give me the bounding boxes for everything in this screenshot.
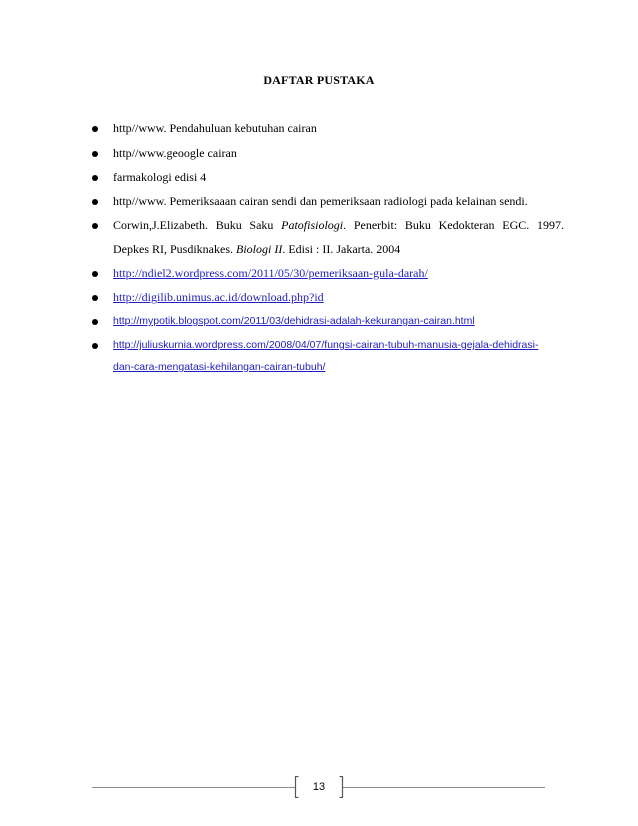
book-title: Patofisiologi bbox=[281, 218, 344, 232]
reference-link[interactable]: http://digilib.unimus.ac.id/download.php?id bbox=[113, 290, 324, 304]
footer-rule-right bbox=[342, 787, 545, 788]
reference-link-continued[interactable]: dan-cara-mengatasi-kehilangan-cairan-tubuh/ bbox=[113, 361, 326, 373]
right-bracket-icon bbox=[339, 776, 344, 798]
bullet-icon bbox=[92, 151, 98, 157]
book-title: Biologi II bbox=[236, 242, 283, 256]
reference-link[interactable]: http://mypotik.blogspot.com/2011/03/dehidrasi-adalah-kekurangan-cairan.html bbox=[113, 315, 475, 327]
reference-link[interactable]: http://ndiel2.wordpress.com/2011/05/30/pemeriksaan-gula-darah/ bbox=[113, 266, 428, 280]
bullet-icon bbox=[92, 126, 98, 132]
bullet-icon bbox=[92, 343, 98, 349]
reference-word: Buku bbox=[404, 218, 431, 232]
reference-item: http//www.geoogle cairan bbox=[113, 146, 237, 160]
bullet-icon bbox=[92, 319, 98, 325]
reference-word: 1997. bbox=[536, 218, 564, 232]
reference-item-corwin bbox=[113, 218, 564, 232]
reference-text: . Edisi : II. Jakarta. 2004 bbox=[282, 242, 401, 256]
reference-word: Buku bbox=[215, 218, 242, 232]
reference-word: Kedokteran bbox=[438, 218, 495, 232]
page-title: DAFTAR PUSTAKA bbox=[263, 73, 375, 87]
bullet-icon bbox=[92, 199, 98, 205]
reference-word: Saku bbox=[249, 218, 274, 232]
reference-word: Penerbit: bbox=[353, 218, 398, 232]
reference-word: Corwin,J.Elizabeth. bbox=[113, 218, 208, 232]
reference-link[interactable]: http://juliuskurnia.wordpress.com/2008/04/07/fungsi-cairan-tubuh-manusia-gejala-dehidrasi- bbox=[113, 339, 539, 351]
page-number: 13 bbox=[312, 781, 326, 793]
reference-item: http//www. Pemeriksaaan cairan sendi dan pemeriksaan radiologi pada kelainan sendi. bbox=[113, 194, 528, 208]
reference-item: farmakologi edisi 4 bbox=[113, 170, 207, 184]
reference-word: EGC. bbox=[502, 218, 530, 232]
bullet-icon bbox=[92, 175, 98, 181]
reference-word-italic bbox=[281, 218, 346, 232]
bullet-icon bbox=[92, 223, 98, 229]
footer-rule-left bbox=[92, 787, 296, 788]
bullet-icon bbox=[92, 271, 98, 277]
reference-text: Depkes RI, Pusdiknakes. bbox=[113, 242, 236, 256]
reference-item: http//www. Pendahuluan kebutuhan cairan bbox=[113, 121, 317, 135]
reference-punct: . bbox=[343, 218, 347, 232]
bullet-icon bbox=[92, 295, 98, 301]
reference-item-depkes bbox=[113, 242, 400, 256]
